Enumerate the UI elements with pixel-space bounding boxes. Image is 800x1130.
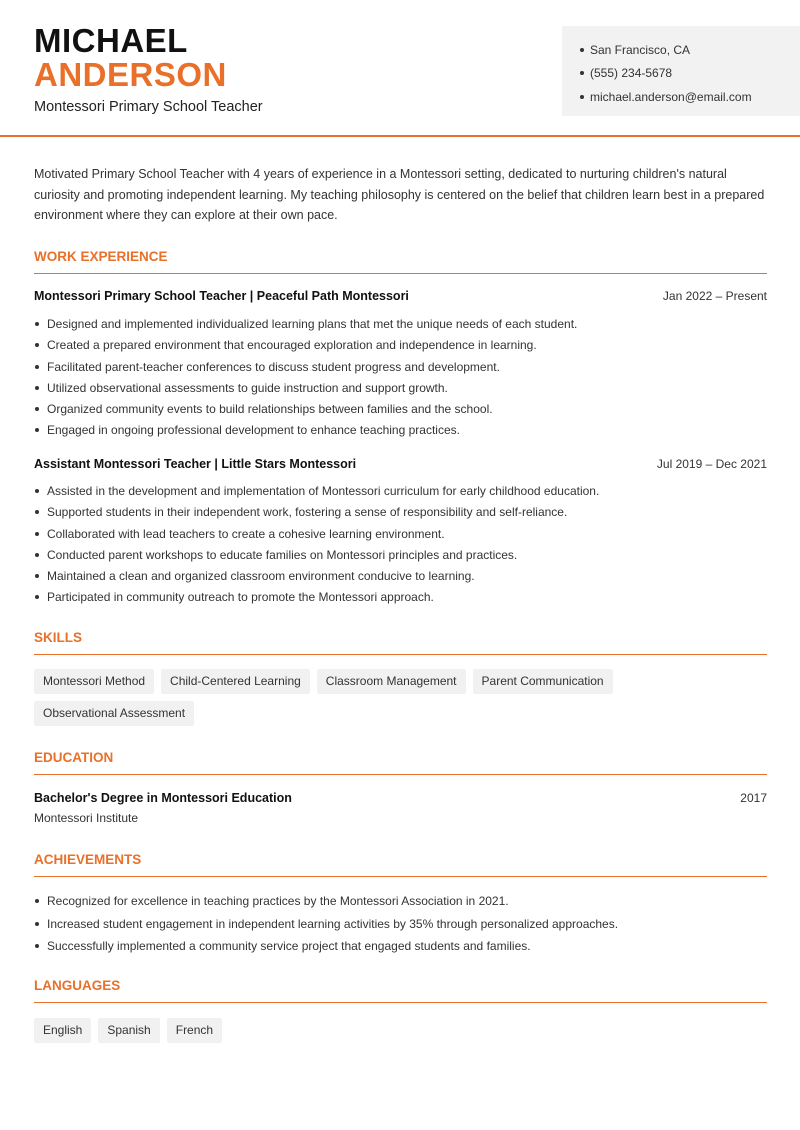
list-item: Supported students in their independent work, fostering a sense of responsibility and self-reliance. xyxy=(34,504,767,525)
job-1-bullets xyxy=(34,316,767,444)
job-title: Montessori Primary School Teacher xyxy=(34,99,263,115)
education-heading: EDUCATION xyxy=(34,750,767,775)
list-item: Conducted parent workshops to educate families on Montessori principles and practices. xyxy=(34,547,767,568)
first-name: MICHAEL xyxy=(34,22,188,59)
language-chip: English xyxy=(34,1018,91,1043)
work-experience-heading: WORK EXPERIENCE xyxy=(34,249,767,274)
bullet-icon xyxy=(580,71,584,75)
job-1-dates: Jan 2022 – Present xyxy=(662,289,767,303)
list-item: Recognized for excellence in teaching practices by the Montessori Association in 2021. xyxy=(34,893,767,916)
job-1-header xyxy=(34,289,767,303)
resume-header xyxy=(0,0,800,137)
languages-heading: LANGUAGES xyxy=(34,978,767,1003)
school-name: Montessori Institute xyxy=(34,811,139,825)
achievements-list xyxy=(34,893,767,961)
language-chip: French xyxy=(167,1018,222,1043)
skill-chip: Parent Communication xyxy=(473,669,613,694)
contact-phone-text: (555) 234-5678 xyxy=(590,66,673,81)
list-item: Engaged in ongoing professional development to enhance teaching practices. xyxy=(34,422,767,443)
language-chip: Spanish xyxy=(98,1018,159,1043)
list-item: Created a prepared environment that encouraged exploration and independence in learning. xyxy=(34,337,767,358)
list-item: Maintained a clean and organized classroom environment conducive to learning. xyxy=(34,568,767,589)
skills-list xyxy=(34,669,767,726)
job-2-header xyxy=(34,457,767,471)
last-name: ANDERSON xyxy=(34,56,227,93)
list-item: Collaborated with lead teachers to create a cohesive learning environment. xyxy=(34,526,767,547)
contact-email-text: michael.anderson@email.com xyxy=(590,89,752,104)
list-item: Utilized observational assessments to guide instruction and support growth. xyxy=(34,380,767,401)
bullet-icon xyxy=(580,48,584,52)
job-1-role: Montessori Primary School Teacher | Peaceful Path Montessori xyxy=(34,289,409,303)
contact-phone xyxy=(580,62,800,86)
contact-box xyxy=(562,26,800,116)
list-item: Assisted in the development and implementation of Montessori curriculum for early childhood education. xyxy=(34,483,767,504)
summary: Motivated Primary School Teacher with 4 years of experience in a Montessori setting, dedicated to nurturing children's natural curiosity and promoting independent learning. My teaching philosophy is centered on the belief that children learn best in a prepared environment where they can explore at their own pace. xyxy=(34,167,765,222)
job-2-bullets xyxy=(34,483,767,611)
education-entry xyxy=(34,791,767,805)
languages-list xyxy=(34,1018,767,1043)
skill-chip: Montessori Method xyxy=(34,669,154,694)
job-2-role: Assistant Montessori Teacher | Little Stars Montessori xyxy=(34,457,357,471)
list-item: Participated in community outreach to promote the Montessori approach. xyxy=(34,589,767,610)
contact-location-text: San Francisco, CA xyxy=(590,42,691,57)
list-item: Increased student engagement in independent learning activities by 35% through personalized approaches. xyxy=(34,916,767,939)
job-2-dates: Jul 2019 – Dec 2021 xyxy=(656,457,767,471)
skill-chip: Classroom Management xyxy=(317,669,466,694)
skills-heading: SKILLS xyxy=(34,630,767,655)
contact-location xyxy=(580,38,800,62)
skill-chip: Observational Assessment xyxy=(34,701,194,726)
graduation-year: 2017 xyxy=(740,791,767,805)
contact-email xyxy=(580,85,800,109)
list-item: Organized community events to build relationships between families and the school. xyxy=(34,401,767,422)
bullet-icon xyxy=(580,95,584,99)
list-item: Designed and implemented individualized learning plans that met the unique needs of each student. xyxy=(34,316,767,337)
degree: Bachelor's Degree in Montessori Education xyxy=(34,791,292,805)
skill-chip: Child-Centered Learning xyxy=(161,669,310,694)
achievements-heading: ACHIEVEMENTS xyxy=(34,852,767,877)
list-item: Successfully implemented a community service project that engaged students and families. xyxy=(34,938,767,961)
list-item: Facilitated parent-teacher conferences to discuss student progress and development. xyxy=(34,359,767,380)
